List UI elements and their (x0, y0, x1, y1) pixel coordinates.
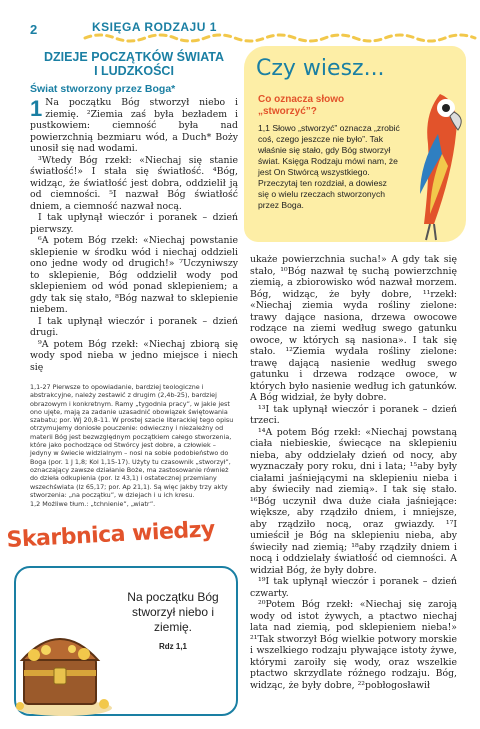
footnotes (30, 383, 238, 508)
section-subtitle: Świat stworzony przez Boga* (30, 83, 176, 95)
did-you-know-box (244, 46, 466, 246)
treasure-box-section (6, 517, 242, 724)
verse-paragraph: ⁹A potem Bóg rzekł: «Niechaj zbiorą się wody spod nieba w jedno miejsce i niech się (30, 338, 238, 373)
verse-paragraph: ukaże powierzchnia sucha!» A gdy tak się stało, ¹⁰Bóg nazwał tę suchą powierzchnię ziemią, a zbiorowisko wód nazwał morzem. Bóg, widząc, że były dobre, ¹¹rzekł: «Niechaj ziemia wyda rośliny zielone: trawy dające nasiona, drzewa owocowe rodzące na ziemi według swego gatunku owoce, w których są nasiona». I tak się stało. ¹²Ziemia wydała rośliny zielone: trawę dającą nasienie według swego gatunku i drzewa rodzące owoce, w których było nasienie według ich gatunków. A Bóg widział, że były dobre. (250, 254, 457, 403)
bible-text-right (250, 254, 457, 691)
treasure-box-frame (14, 566, 238, 716)
verse-paragraph: ⁶A potem Bóg rzekł: «Niechaj powstanie sklepienie w środku wód i niechaj oddzieli ono jedne wody od drugich!» ⁷Uczyniwszy to sklepienie, Bóg oddzielił wody pod sklepieniem od wód ponad sklepieniem; a gdy tak się stało, ⁸Bóg nazwał to sklepienie niebem. (30, 235, 238, 315)
did-you-know-title: Czy wiesz... (256, 56, 385, 81)
treasure-title: Skarbnica wiedzy (6, 517, 216, 553)
memory-verse-reference: Rdz 1,1 (158, 642, 187, 651)
right-column (250, 254, 457, 691)
left-column (30, 48, 238, 509)
did-you-know-text: 1,1 Słowo „stworzyć” oznacza „zrobić coś, czego jeszcze nie było”. Tak właśnie się stało, gdy Bóg stworzył świat. Księga Rodzaju mówi nam, że jest On Stwórcą wszystkiego. Przeczytaj ten rozdział, a dowiesz się o wielu rzeczach stworzonych przez Boga. (258, 123, 400, 210)
treasure-chest-icon (14, 608, 114, 718)
verse-paragraph: ¹⁴A potem Bóg rzekł: «Niechaj powstaną ciała niebieskie, świecące na sklepieniu nieba, aby oddzielały dzień od nocy, aby wyznaczały pory roku, dni i lata; ¹⁵aby były ciałami jaśniejącymi na sklepieniu nieba i aby świeciły nad ziemią». I tak się stało. ¹⁶Bóg uczynił dwa duże ciała jaśniejące: większe, aby rządziło dniem, i mniejsze, aby rządziło nocą, oraz gwiazdy. ¹⁷I umieścił je Bóg na sklepieniu nieba, aby świeciły nad ziemią; ¹⁸aby rządziły dniem i nocą i oddzielały światłość od ciemności. A widział Bóg, że były dobre. (250, 426, 457, 576)
footnote: 1,1-27 Pierwsze to opowiadanie, bardziej teologiczne i abstrakcyjne, należy zestawić z drugim (2,4b-25), bardziej obrazowym i konkretnym. Ramy „tygodnia pracy”, w jakie jest ono ujęte, mają za zadanie uzasadnić obowiązek świętowania szabatu; por. Wj 20,8-11. W prostej szacie literackiej tego opisu otrzymujemy doniosłe pouczenie: odwieczny i niezależny od materii Bóg jest bezwzględnym początkiem całego stworzenia, które jako pochodzące od Stwórcy jest dobre, a człowiek – jedyny w świecie widzialnym – nosi na sobie podobieństwo do Boga (por. 1 J 1,8; Kol 1,15-17). Użyty tu czasownik „stworzył”, oznaczający zawsze działanie Boże, ma zastosowanie również do dzieła odkupienia (por. Iz 43,1) i ostatecznej przemiany wszechświata (Iz 65,17; por. Ap 21,1). Są więc jakby trzy akty stworzenia: „na początku”, w dziejach i u ich kresu. (30, 383, 234, 499)
verse-paragraph: 1 Na początku Bóg stworzył niebo i ziemię. ²Ziemia zaś była bezładem i pustkowiem: ciemność była nad powierzchnią bezmiaru wód, a Duch* Boży unosił się nad wodami. (30, 96, 238, 154)
page-number: 2 (30, 22, 38, 37)
chapter-number: 1 (30, 96, 43, 121)
verse-paragraph: I tak upłynął wieczór i poranek – dzień pierwszy. (30, 212, 238, 235)
parrot-icon (390, 74, 466, 242)
verse-paragraph: I tak upłynął wieczór i poranek – dzień drugi. (30, 315, 238, 338)
verse-paragraph: ²⁰Potem Bóg rzekł: «Niechaj się zaroją wody od istot żywych, a ptactwo niechaj lata nad ziemią, pod sklepieniem nieba!» ²¹Tak stworzył Bóg wielkie potwory morskie i wszelkiego rodzaju pływające istoty żywe, którymi zaroiły się wody, oraz wszelkie ptactwo skrzydlate różnego rodzaju. Bóg, widząc, że były dobre, ²²pobłogosławił (250, 599, 457, 691)
bible-text-left (30, 97, 238, 373)
verse-paragraph: ¹⁹I tak upłynął wieczór i poranek – dzień czwarty. (250, 576, 457, 599)
header-wave-decoration (0, 30, 480, 46)
verse-paragraph: ³Wtedy Bóg rzekł: «Niechaj się stanie światłość!» I stała się światłość. ⁴Bóg, widząc, że światłość jest dobra, oddzielił ją od ciemności. ⁵I nazwał Bóg światłość dniem, a ciemność nazwał nocą. (30, 154, 238, 212)
section-title: DZIEJE POCZĄTKÓW ŚWIATA I LUDZKOŚCI (43, 50, 225, 78)
verse-paragraph: ¹³I tak upłynął wieczór i poranek – dzień trzeci. (250, 403, 457, 426)
page-header (0, 0, 480, 48)
book-title: KSIĘGA RODZAJU 1 (92, 20, 217, 34)
did-you-know-question: Co oznacza słowo „stworzyć”? (258, 94, 345, 117)
memory-verse: Na początku Bóg stworzył niebo i ziemię. (127, 590, 219, 634)
footnote: 1,2 Możliwe tłum.: „tchnienie”, „wiatr”. (30, 500, 156, 509)
